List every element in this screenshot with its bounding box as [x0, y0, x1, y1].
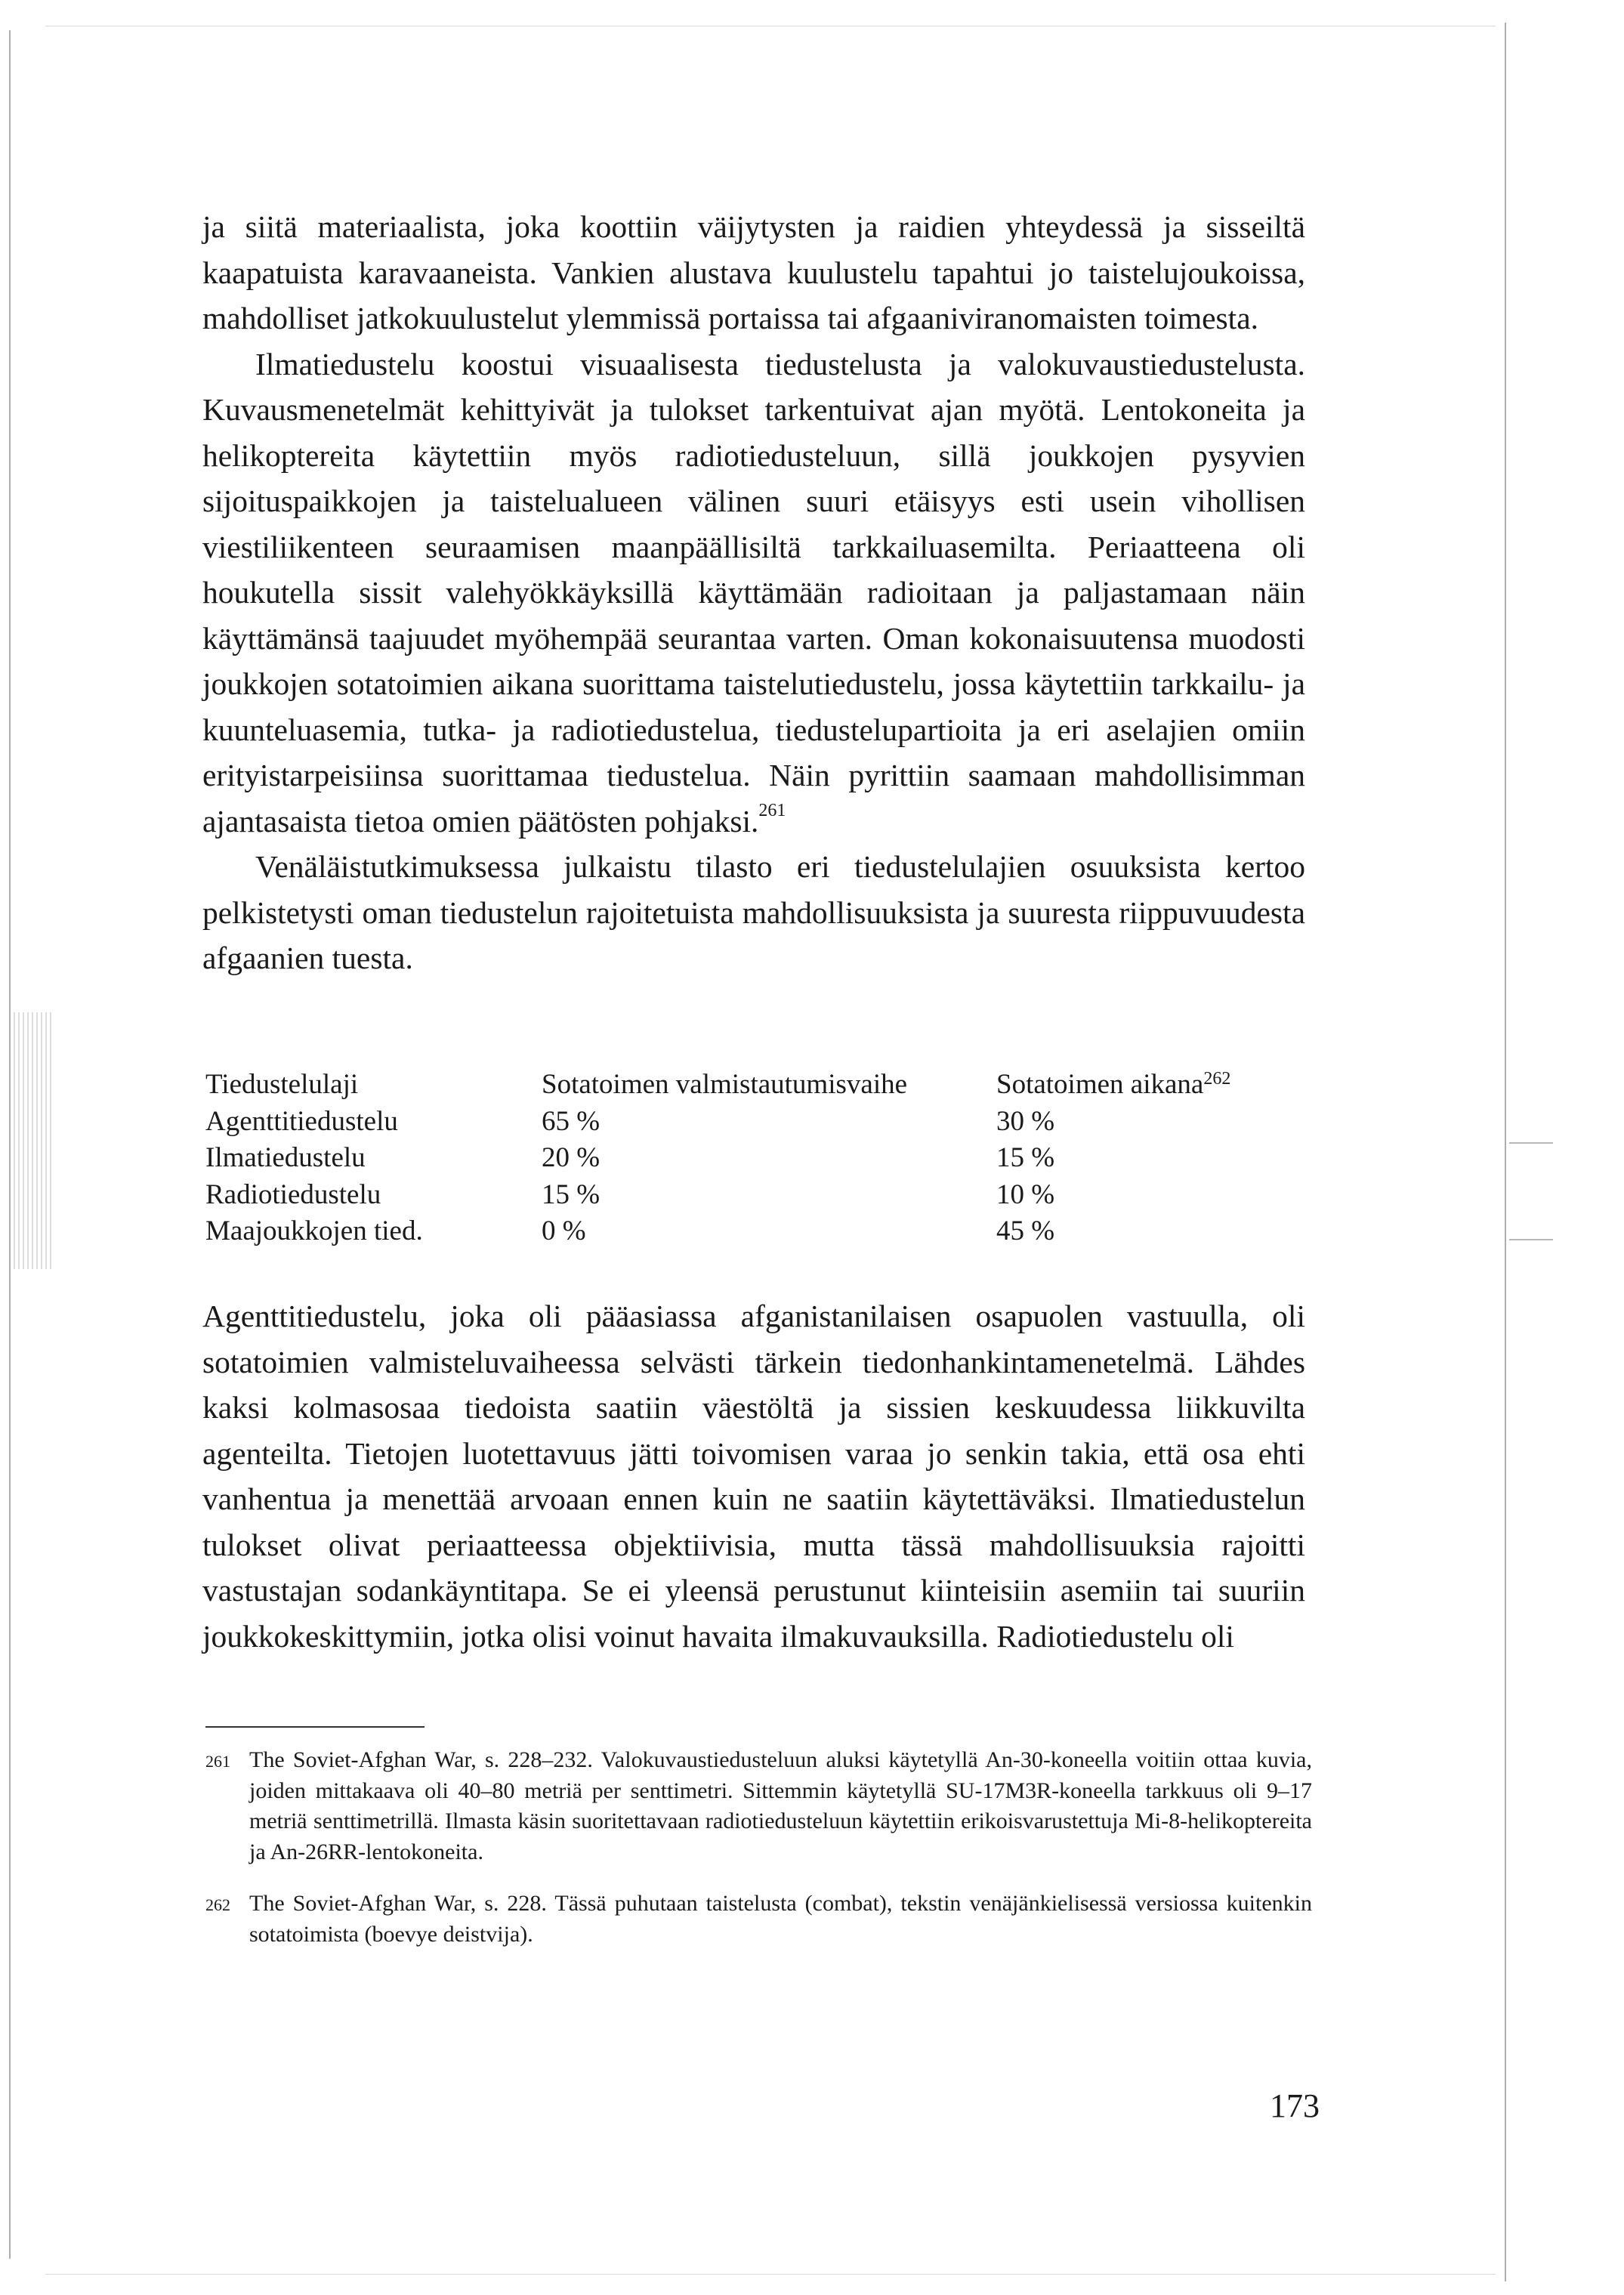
table-cell: 65 %: [542, 1105, 601, 1137]
scan-edge-right: [1505, 23, 1506, 2281]
footnotes: [205, 1745, 1312, 1971]
footnote: [205, 1745, 1312, 1867]
page-number: 173: [1270, 2087, 1320, 2124]
scan-margin-mark: [1509, 1142, 1553, 1144]
footnote-text: The Soviet-Afghan War, s. 228–232. Valokuvaustiedusteluun aluksi käytetyllä An-30-koneella voitiin ottaa kuvia, joiden mittakaava oli 40–80 metriä per senttimetri. Sittemmin käytetyllä SU-17M3R-koneella tarkkuus oli 9–17 metriä senttimetrillä. Ilmasta käsin suoritettavaan radiotiedusteluun käytettiin erikoisvarustettuja Mi-8-helikoptereita ja An-26RR-lentokoneita.: [249, 1747, 1312, 1864]
table-cell: Ilmatiedustelu: [205, 1142, 366, 1173]
scan-edge-left: [9, 30, 11, 2259]
footnote-ref: 261: [758, 800, 786, 820]
column-header-text: Sotatoimen aikana: [996, 1069, 1204, 1100]
column-header: Tiedustelulaji: [205, 1069, 359, 1100]
footnote-text: The Soviet-Afghan War, s. 228. Tässä puhutaan taistelusta (combat), tekstin venäjänkielisessä versiossa kuitenkin sotatoimista (boevye deistvija).: [249, 1891, 1312, 1947]
footnote-number: 261: [205, 1752, 230, 1771]
body-text-upper: [202, 204, 1305, 981]
body-text-lower: [202, 1293, 1305, 1659]
table-cell: 45 %: [996, 1215, 1055, 1246]
table-cell: 15 %: [542, 1178, 601, 1210]
paragraph: [202, 341, 1305, 845]
scan-margin-mark: [1509, 1239, 1553, 1240]
paragraph: ja siitä materiaalista, joka koottiin väijytysten ja raidien yhteydessä ja sisseiltä kaapatuista karavaaneista. Vankien alustava kuulustelu tapahtui jo taistelujoukoissa, mahdolliset jatkokuulustelut ylemmissä portaissa tai afgaaniviranomaisten toimesta.: [202, 209, 1305, 335]
paragraph-text: Ilmatiedustelu koostui visuaalisesta tiedustelusta ja valokuvaustiedustelusta. Kuvausmenetelmät kehittyivät ja tulokset tarkentuivat ajan myötä. Lentokoneita ja helikoptereita käytettiin myös radiotiedusteluun, sillä joukkojen pysyvien sijoituspaikkojen ja taistelualueen välinen suuri etäisyys esti usein vihollisen viestiliikenteen seuraamisen maanpäällisiltä tarkkailuasemilta. Periaatteena oli houkutella sissit valehyökkäyksillä käyttämään radioitaan ja paljastamaan näin käyttämänsä taajuudet myöhempää seurantaa varten. Oman kokonaisuutensa muodosti joukkojen sotatoimien aikana suorittama taistelutiedustelu, jossa käytettiin tarkkailu- ja kuunteluasemia, tutka- ja radiotiedustelua, tiedustelupartioita ja eri aselajien omiin erityistarpeisiinsa suorittamaa tiedustelua. Näin pyrittiin saamaan mahdollisimman ajantasaista tietoa omien päätösten pohjaksi.: [202, 346, 1305, 839]
scan-speckle: [14, 1012, 51, 1269]
footnote: [205, 1889, 1312, 1950]
footnote-ref: 262: [1203, 1069, 1231, 1089]
table-row: [205, 1140, 1314, 1177]
table-row: [205, 1104, 1314, 1141]
column-header: [996, 1067, 1314, 1104]
table-row: [205, 1177, 1314, 1214]
table-row: [205, 1213, 1314, 1250]
table-cell: 10 %: [996, 1178, 1055, 1210]
scan-edge-bottom: [45, 2274, 1496, 2275]
table-cell: Radiotiedustelu: [205, 1178, 381, 1210]
column-header: Sotatoimen valmistautumisvaihe: [542, 1069, 908, 1100]
table-cell: 15 %: [996, 1142, 1055, 1173]
table-cell: Maajoukkojen tied.: [205, 1215, 423, 1246]
table-cell: 0 %: [542, 1215, 586, 1246]
table-header-row: [205, 1067, 1314, 1104]
intelligence-share-table: [205, 1067, 1314, 1250]
table-cell: Agenttitiedustelu: [205, 1105, 398, 1137]
table-cell: 20 %: [542, 1142, 601, 1173]
paragraph: Agenttitiedustelu, joka oli pääasiassa afganistanilaisen osapuolen vastuulla, oli sotatoimien valmisteluvaiheessa selvästi tärkein tiedonhankintamenetelmä. Lähdes kaksi kolmasosaa tiedoista saatiin väestöltä ja sissien keskuudessa liikkuvilta agenteilta. Tietojen luotettavuus jätti toivomisen varaa jo senkin takia, että osa ehti vanhentua ja menettää arvoaan ennen kuin ne saatiin käytettäväksi. Ilmatiedustelun tulokset olivat periaatteessa objektiivisia, mutta tässä mahdollisuuksia rajoitti vastustajan sodankäyntitapa. Se ei yleensä perustunut kiinteisiin asemiin tai suuriin joukkokeskittymiin, jotka olisi voinut havaita ilmakuvauksilla. Radiotiedustelu oli: [202, 1299, 1305, 1654]
paragraph: Venäläistutkimuksessa julkaistu tilasto eri tiedustelulajien osuuksista kertoo pelkistetysti oman tiedustelun rajoitetuista mahdollisuuksista ja suuresta riippuvuudesta afgaanien tuesta.: [202, 849, 1305, 975]
footnote-number: 262: [205, 1895, 230, 1914]
table-cell: 30 %: [996, 1105, 1055, 1137]
footnote-divider: [205, 1726, 425, 1728]
